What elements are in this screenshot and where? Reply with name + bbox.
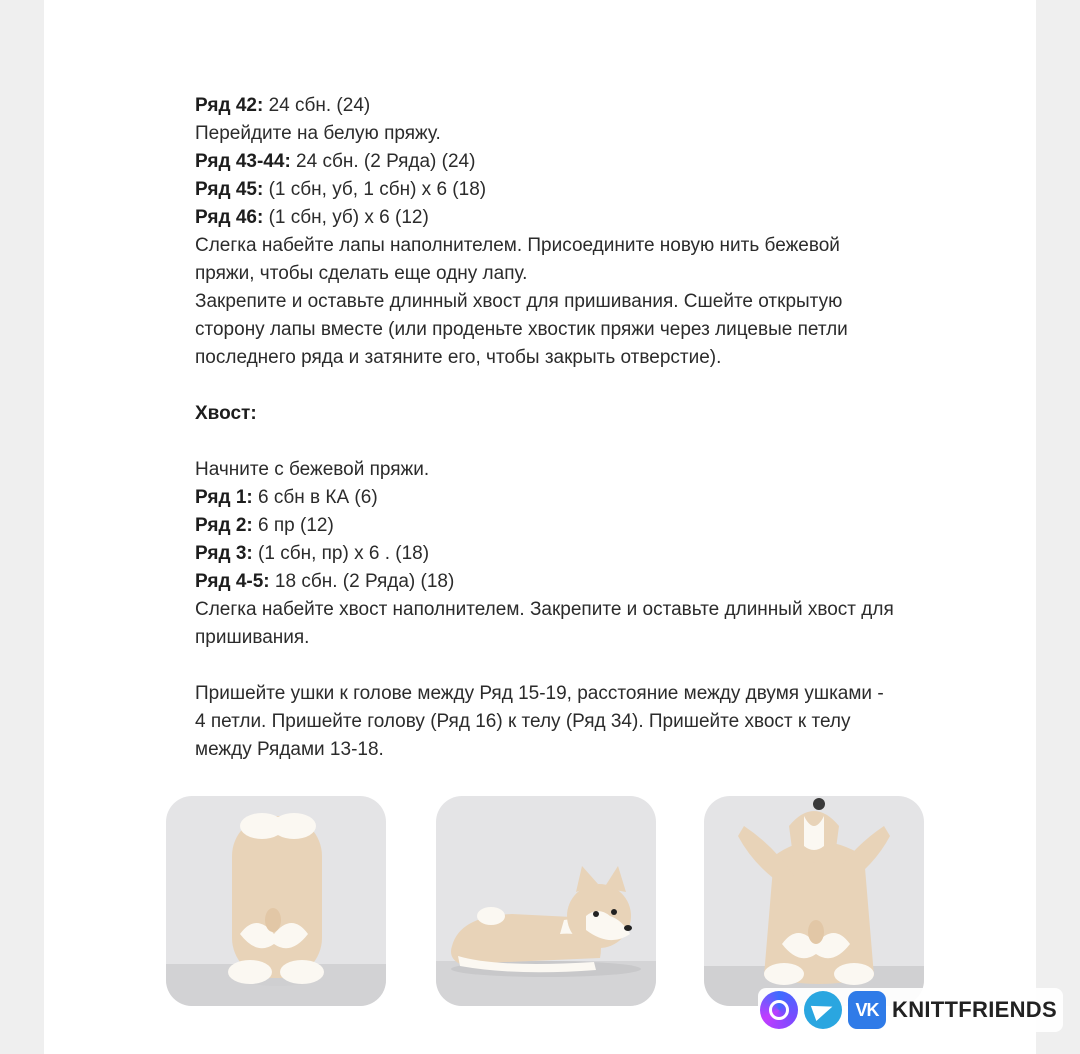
tail-row-4-5 — [195, 568, 995, 596]
photo-toy-top — [704, 796, 924, 1006]
stuff-legs-line-1: Слегка набейте лапы наполнителем. Присоедините новую нить бежевой — [195, 235, 840, 256]
switch-yarn-note: Перейдите на белую пряжу. — [195, 123, 441, 144]
row-text: 18 сбн. (2 Ряда) (18) — [269, 571, 455, 592]
pattern-text — [195, 92, 995, 764]
tail-stuff-line-2: пришивания. — [195, 627, 310, 648]
row-text: 24 сбн. (2 Ряда) (24) — [290, 151, 476, 172]
toy-back-illustration — [166, 796, 386, 1006]
assembly-line-3: между Рядами 13-18. — [195, 739, 384, 760]
assembly-line-1: Пришейте ушки к голове между Ряд 15-19, расстояние между двумя ушками - — [195, 683, 884, 704]
tail-heading — [195, 400, 995, 428]
toy-top-illustration — [704, 796, 924, 1006]
row-label: Ряд 42: — [195, 95, 264, 116]
tail-row-2 — [195, 512, 995, 540]
fasten-line-1: Закрепите и оставьте длинный хвост для пришивания. Сшейте открытую — [195, 291, 843, 312]
row-43-44 — [195, 148, 995, 176]
tail-stuff-line-1: Слегка набейте хвост наполнителем. Закрепите и оставьте длинный хвост для — [195, 599, 894, 620]
stuff-legs-line-2: пряжи, чтобы сделать еще одну лапу. — [195, 263, 528, 284]
photo-toy-side — [436, 796, 656, 1006]
assembly-line-2: 4 петли. Пришейте голову (Ряд 16) к телу (Ряд 34). Пришейте хвост к телу — [195, 711, 851, 732]
telegram-icon[interactable] — [804, 991, 842, 1029]
row-text: (1 сбн, уб, 1 сбн) х 6 (18) — [263, 179, 487, 200]
brand-name: KNITTFRIENDS — [892, 997, 1057, 1022]
row-46 — [195, 204, 995, 232]
fasten-line-3: последнего ряда и затяните его, чтобы закрыть отверстие). — [195, 347, 722, 368]
row-text: 6 пр (12) — [252, 515, 334, 536]
row-text: (1 сбн, уб) х 6 (12) — [263, 207, 429, 228]
row-text: 6 сбн в КА (6) — [252, 487, 378, 508]
tail-start: Начните с бежевой пряжи. — [195, 459, 430, 480]
row-label: Ряд 1: — [195, 487, 253, 508]
row-label: Ряд 2: — [195, 515, 253, 536]
tail-row-1 — [195, 484, 995, 512]
photo-toy-back — [166, 796, 386, 1006]
row-label: Ряд 43-44: — [195, 151, 291, 172]
row-45 — [195, 176, 995, 204]
max-icon[interactable] — [760, 991, 798, 1029]
toy-side-illustration — [436, 796, 656, 1006]
row-text: 24 сбн. (24) — [263, 95, 371, 116]
vk-icon[interactable]: VK — [848, 991, 886, 1029]
row-label: Ряд 4-5: — [195, 571, 270, 592]
row-label: Ряд 46: — [195, 207, 264, 228]
tail-heading-text: Хвост: — [195, 403, 257, 424]
row-text: (1 сбн, пр) х 6 . (18) — [252, 543, 430, 564]
row-label: Ряд 3: — [195, 543, 253, 564]
brand-bar — [758, 988, 1063, 1032]
tail-row-3 — [195, 540, 995, 568]
row-42 — [195, 92, 995, 120]
fasten-line-2: сторону лапы вместе (или проденьте хвостик пряжи через лицевые петли — [195, 319, 848, 340]
row-label: Ряд 45: — [195, 179, 264, 200]
